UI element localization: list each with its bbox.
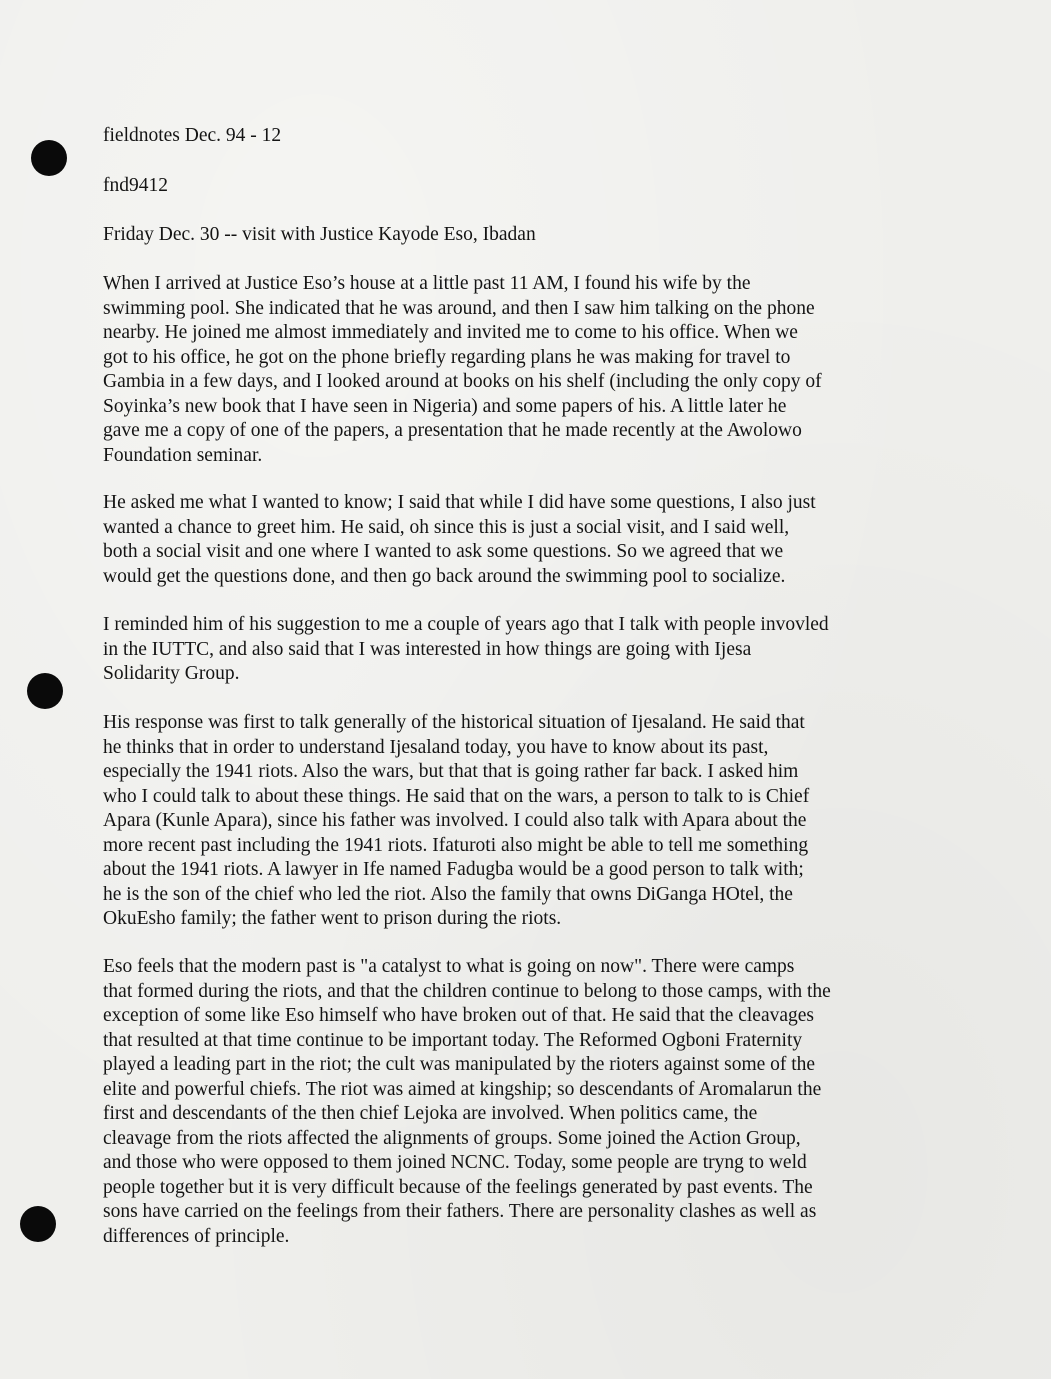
text-line: OkuEsho family; the father went to prison during the riots.: [103, 908, 562, 929]
text-line: gave me a copy of one of the papers, a presentation that he made recently at the Awolowo: [103, 420, 802, 441]
text-line: and those who were opposed to them joined NCNC. Today, some people are tryng to weld: [103, 1152, 807, 1173]
text-line: that resulted at that time continue to be important today. The Reformed Ogboni Fraternity: [103, 1029, 803, 1051]
text-line: played a leading part in the riot; the cult was manipulated by the rioters against some of the: [103, 1054, 816, 1075]
text-line: cleavage from the riots affected the alignments of groups. Some joined the Action Group,: [103, 1127, 801, 1149]
text-line: Soyinka’s new book that I have seen in Nigeria) and some papers of his. A little later he: [103, 395, 787, 417]
text-line: exception of some like Eso himself who have broken out of that. He said that the cleavages: [103, 1005, 814, 1026]
paragraph-2: [103, 491, 923, 589]
binder-hole-top: [31, 140, 67, 176]
text-line: Eso feels that the modern past is "a catalyst to what is going on now". There were camps: [103, 956, 795, 977]
binder-hole-middle: [27, 673, 63, 709]
text-line: more recent past including the 1941 riots. Ifaturoti also might be able to tell me something: [103, 834, 809, 856]
text-line: He asked me what I wanted to know; I said that while I did have some questions, I also just: [103, 492, 816, 513]
text-line: wanted a chance to greet him. He said, oh since this is just a social visit, and I said well,: [103, 516, 790, 538]
text-line: swimming pool. She indicated that he was around, and then I saw him talking on the phone: [103, 297, 815, 319]
file-code: fnd9412: [103, 175, 168, 196]
text-line: Apara (Kunle Apara), since his father was involved. I could also talk with Apara about the: [103, 810, 807, 831]
document-title: fieldnotes Dec. 94 - 12: [103, 125, 282, 146]
text-line: first and descendants of the then chief Lejoka are involved. When politics came, the: [103, 1103, 758, 1124]
paragraph-4: [103, 711, 923, 932]
text-line: would get the questions done, and then go back around the swimming pool to socialize.: [103, 565, 786, 587]
binder-hole-bottom: [20, 1206, 56, 1242]
text-line: about the 1941 riots. A lawyer in Ife named Fadugba would be a good person to talk with;: [103, 859, 804, 880]
text-line: nearby. He joined me almost immediately and invited me to come to his office. When we: [103, 322, 798, 343]
text-line: Solidarity Group.: [103, 663, 240, 684]
text-line: When I arrived at Justice Eso’s house at a little past 11 AM, I found his wife by the: [103, 273, 751, 294]
text-line: elite and powerful chiefs. The riot was aimed at kingship; so descendants of Aromalarun the: [103, 1078, 822, 1100]
text-line: sons have carried on the feelings from their fathers. There are personality clashes as well as: [103, 1201, 817, 1222]
text-line: especially the 1941 riots. Also the wars, but that that is going rather far back. I asked him: [103, 761, 799, 782]
text-line: got to his office, he got on the phone briefly regarding plans he was making for travel to: [103, 346, 791, 368]
entry-heading: Friday Dec. 30 -- visit with Justice Kayode Eso, Ibadan: [103, 224, 536, 245]
text-line: both a social visit and one where I wanted to ask some questions. So we agreed that we: [103, 541, 784, 562]
paragraph-1: [103, 272, 923, 468]
text-line: people together but it is very difficult because of the feelings generated by past events. The: [103, 1176, 813, 1198]
paragraph-5: [103, 955, 923, 1249]
text-line: in the IUTTC, and also said that I was interested in how things are going with Ijesa: [103, 638, 752, 660]
text-line: who I could talk to about these things. He said that on the wars, a person to talk to is Chief: [103, 785, 810, 807]
text-line: that formed during the riots, and that the children continue to belong to those camps, with the: [103, 980, 831, 1002]
text-line: differences of principle.: [103, 1225, 290, 1247]
text-line: I reminded him of his suggestion to me a couple of years ago that I talk with people invovled: [103, 614, 829, 635]
text-line: Gambia in a few days, and I looked around at books on his shelf (including the only copy of: [103, 371, 822, 392]
paragraph-3: [103, 613, 923, 687]
text-line: Foundation seminar.: [103, 444, 263, 466]
text-line: he thinks that in order to understand Ijesaland today, you have to know about its past,: [103, 736, 769, 758]
text-line: he is the son of the chief who led the riot. Also the family that owns DiGanga HOtel, the: [103, 883, 793, 905]
text-line: His response was first to talk generally of the historical situation of Ijesaland. He said that: [103, 712, 805, 733]
